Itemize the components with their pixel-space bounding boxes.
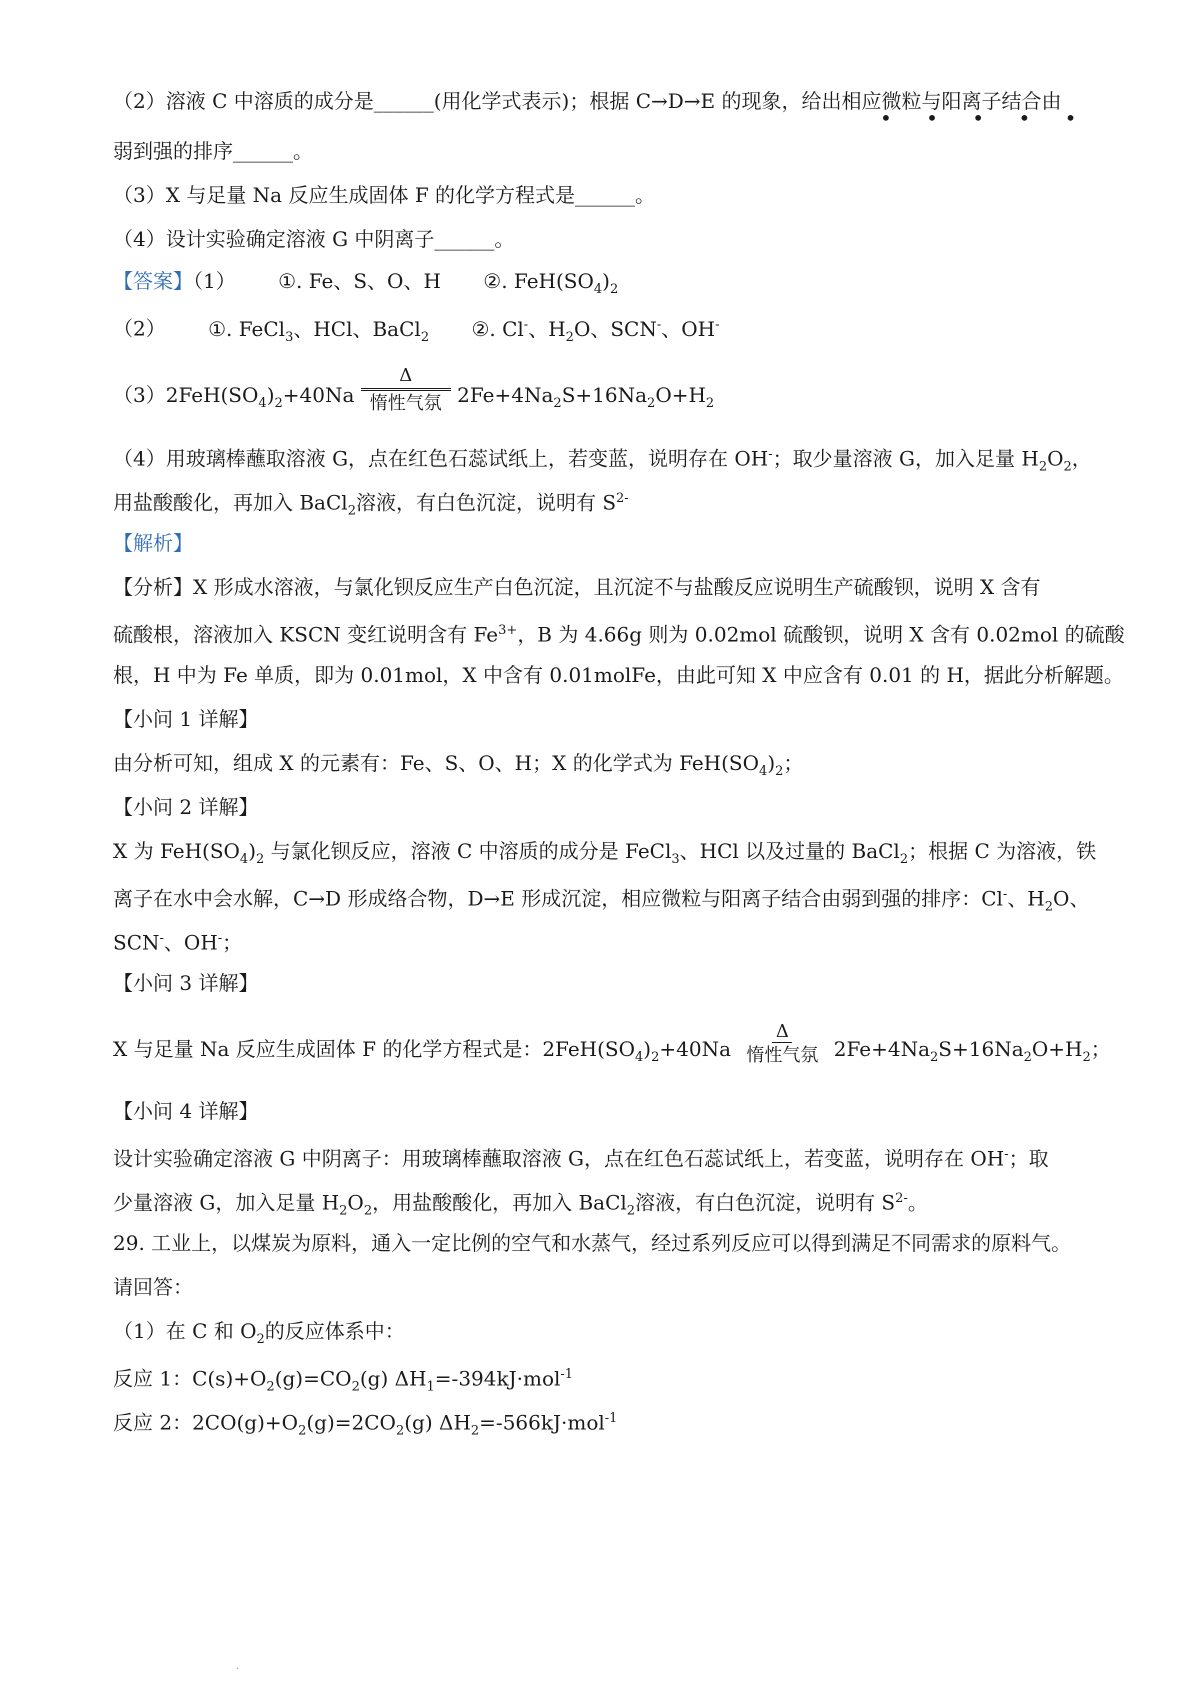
fenxi-line-2: 硫酸根，溶液加入 KSCN 变红说明含有 $Fe^{3+}$，B 为 4.66g 则为 0.02mol 硫酸钡，说明 X 含有 0.02mol 的硫酸 <box>113 622 1125 647</box>
question-29-part-1: （1）在 C 和 $O_2$的反应体系中： <box>113 1319 405 1347</box>
reaction-condition-2: Δ 惰性气氛 <box>746 1021 819 1066</box>
question-2-line-2: 弱到强的排序______。 <box>113 139 313 163</box>
question-2-line-1: （2）溶液 C 中溶质的成分是______(用化学式表示)；根据 C→D→E 的现象，给出相应微粒与阳离子结合由 <box>113 89 1062 113</box>
answer-line-4a: （4）用玻璃棒蘸取溶液 G，点在红色石蕊试纸上，若变蓝，说明存在 OH-；取少量溶液 G，加入足量 $H_2O_2$， <box>113 446 1092 475</box>
sub4-title: 【小问 4 详解】 <box>113 1099 259 1123</box>
sub2-line-2: 离子在水中会水解，C→D 形成络合物，D→E 形成沉淀，相应微粒与阳离子结合由弱到强的排序：Cl-、$H_2O$、 <box>113 886 1090 915</box>
reaction-1: 反应 1：$C(s)+O_2(g)=CO_2(g)$ $\Delta H_1=-394kJ\cdot mol^{-1}$ <box>113 1366 574 1395</box>
sub3-equation: X 与足量 Na 反应生成固体 F 的化学方程式是：$2FeH(SO_4)_2+40Na$ Δ 惰性气氛 $2Fe+4Na_2S+16Na_2O+H_2$； <box>113 1021 1111 1066</box>
sub1-text: 由分析可知，组成 X 的元素有：Fe、S、O、H；X 的化学式为 $FeH(SO_4)_2$； <box>113 751 804 779</box>
answer-line-4b: 用盐酸酸化，再加入 BaCl$_2$溶液，有白色沉淀，说明有 $S^{2-}$ <box>113 490 629 519</box>
reaction-condition: Δ 惰性气氛 <box>361 366 451 415</box>
sub3-title: 【小问 3 详解】 <box>113 971 259 995</box>
answer-label: 【答案】 <box>113 269 193 293</box>
answer-line-1: 【答案】（1） ①. Fe、S、O、H ②. $FeH(SO_4)_2$ <box>113 269 619 297</box>
question-3: （3）X 与足量 Na 反应生成固体 F 的化学方程式是______。 <box>113 183 656 207</box>
analysis-label: 【解析】 <box>113 531 193 555</box>
sub1-title: 【小问 1 详解】 <box>113 707 259 731</box>
answer-line-2: （2） ①. FeCl$_3$、HCl、BaCl$_2$ ②. Cl-、$H_2O$、SCN-、OH- <box>113 316 720 345</box>
question-29-line-2: 请回答： <box>113 1275 193 1299</box>
fenxi-line-3: 根，H 中为 Fe 单质，即为 0.01mol，X 中含有 0.01molFe，由此可知 X 中应含有 0.01 的 H，据此分析解题。 <box>113 663 1124 687</box>
sub2-line-1: X 为 $FeH(SO_4)_2$ 与氯化钡反应，溶液 C 中溶质的成分是 FeCl$_3$、HCl 以及过量的 BaCl$_2$；根据 C 为溶液，铁 <box>113 839 1097 867</box>
footer-dot: · <box>236 1664 240 1675</box>
sub4-line-2: 少量溶液 G，加入足量 $H_2O_2$，用盐酸酸化，再加入 BaCl$_2$溶液，有白色沉淀，说明有 $S^{2-}$。 <box>113 1190 928 1219</box>
emphasis-dots: • • • • • <box>880 106 1091 130</box>
fenxi-line-1: 【分析】X 形成水溶液，与氯化钡反应生产白色沉淀，且沉淀不与盐酸反应说明生产硫酸钡，说明 X 含有 <box>113 575 1041 599</box>
answer-line-3: $(3)2FeH(SO_4)_2+40Na$ Δ 惰性气氛 $2Fe+4Na_2S+16Na_2O+H_2$ <box>113 365 715 414</box>
question-29-line-1: 29. 工业上，以煤炭为原料，通入一定比例的空气和水蒸气，经过系列反应可以得到满足不同需求的原料气。 <box>113 1231 1072 1255</box>
reaction-2: 反应 2：$2CO(g)+O_2(g)=2CO_2(g)$ $\Delta H_2=-566kJ\cdot mol^{-1}$ <box>113 1410 618 1439</box>
question-4: （4）设计实验确定溶液 G 中阴离子______。 <box>113 227 515 251</box>
sub2-title: 【小问 2 详解】 <box>113 795 259 819</box>
sub2-line-3: SCN-、OH-； <box>113 930 243 955</box>
sub4-line-1: 设计实验确定溶液 G 中阴离子：用玻璃棒蘸取溶液 G，点在红色石蕊试纸上，若变蓝，说明存在 OH-；取 <box>113 1146 1049 1171</box>
